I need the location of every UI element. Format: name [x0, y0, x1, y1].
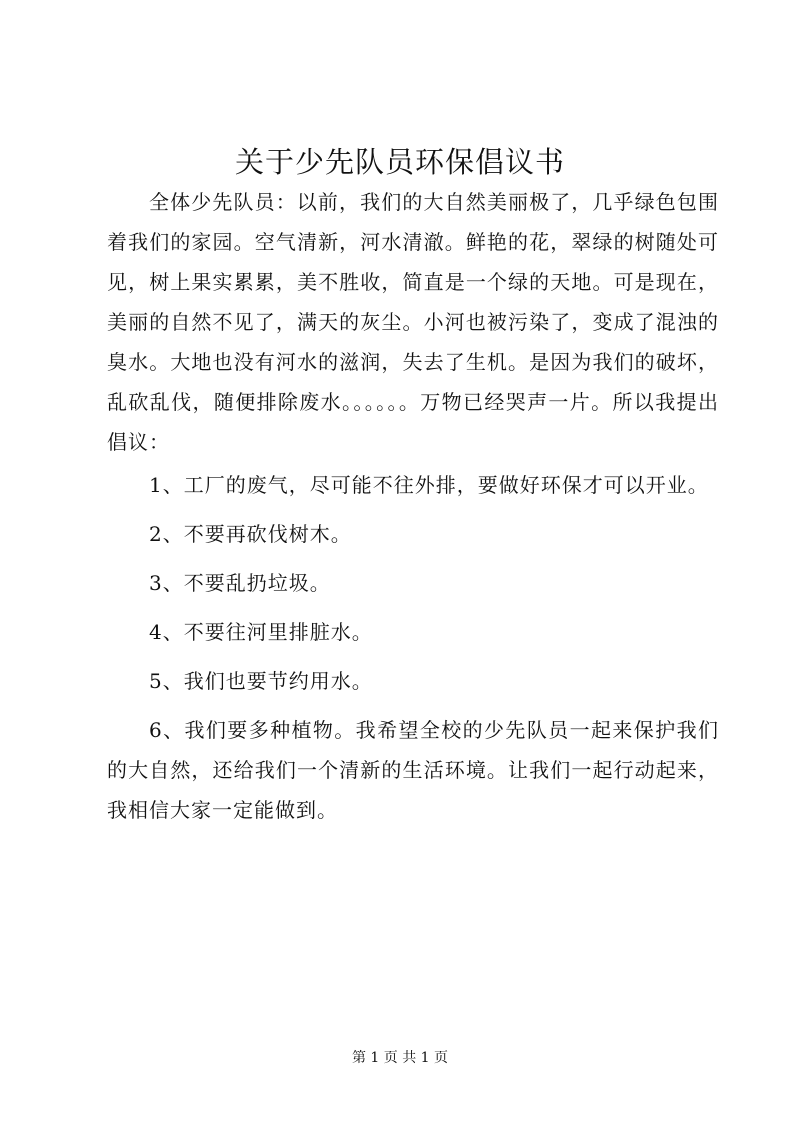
- document-body: [107, 182, 719, 830]
- page-footer: 第 1 页 共 1 页: [351, 1050, 449, 1066]
- proposal-item-1: 1、工厂的废气，尽可能不往外排，要做好环保才可以开业。: [149, 473, 709, 497]
- proposal-item-4: 4、不要往河里排脏水。: [149, 620, 373, 644]
- document-title: 关于少先队员环保倡议书: [234, 145, 565, 179]
- proposal-item-6: 6、我们要多种植物。我希望全校的少先队员一起来保护我们的大自然，还给我们一个清新的生活环境。让我们一起行动起来，我相信大家一定能做到。: [107, 718, 719, 822]
- proposal-item-3: 3、不要乱扔垃圾。: [149, 571, 331, 595]
- proposal-item-2: 2、不要再砍伐树木。: [149, 522, 352, 546]
- proposal-item-5: 5、我们也要节约用水。: [149, 669, 373, 693]
- intro-paragraph: 全体少先队员：以前，我们的大自然美丽极了，几乎绿色包围着我们的家园。空气清新，河水清澈。鲜艳的花，翠绿的树随处可见，树上果实累累，美不胜收，简直是一个绿的天地。可是现在，美丽的自然不见了，满天的灰尘。小河也被污染了，变成了混浊的臭水。大地也没有河水的滋润，失去了生机。是因为我们的破坏，乱砍乱伐，随便排除废水。。。。。。万物已经哭声一片。所以我提出倡议：: [107, 190, 719, 454]
